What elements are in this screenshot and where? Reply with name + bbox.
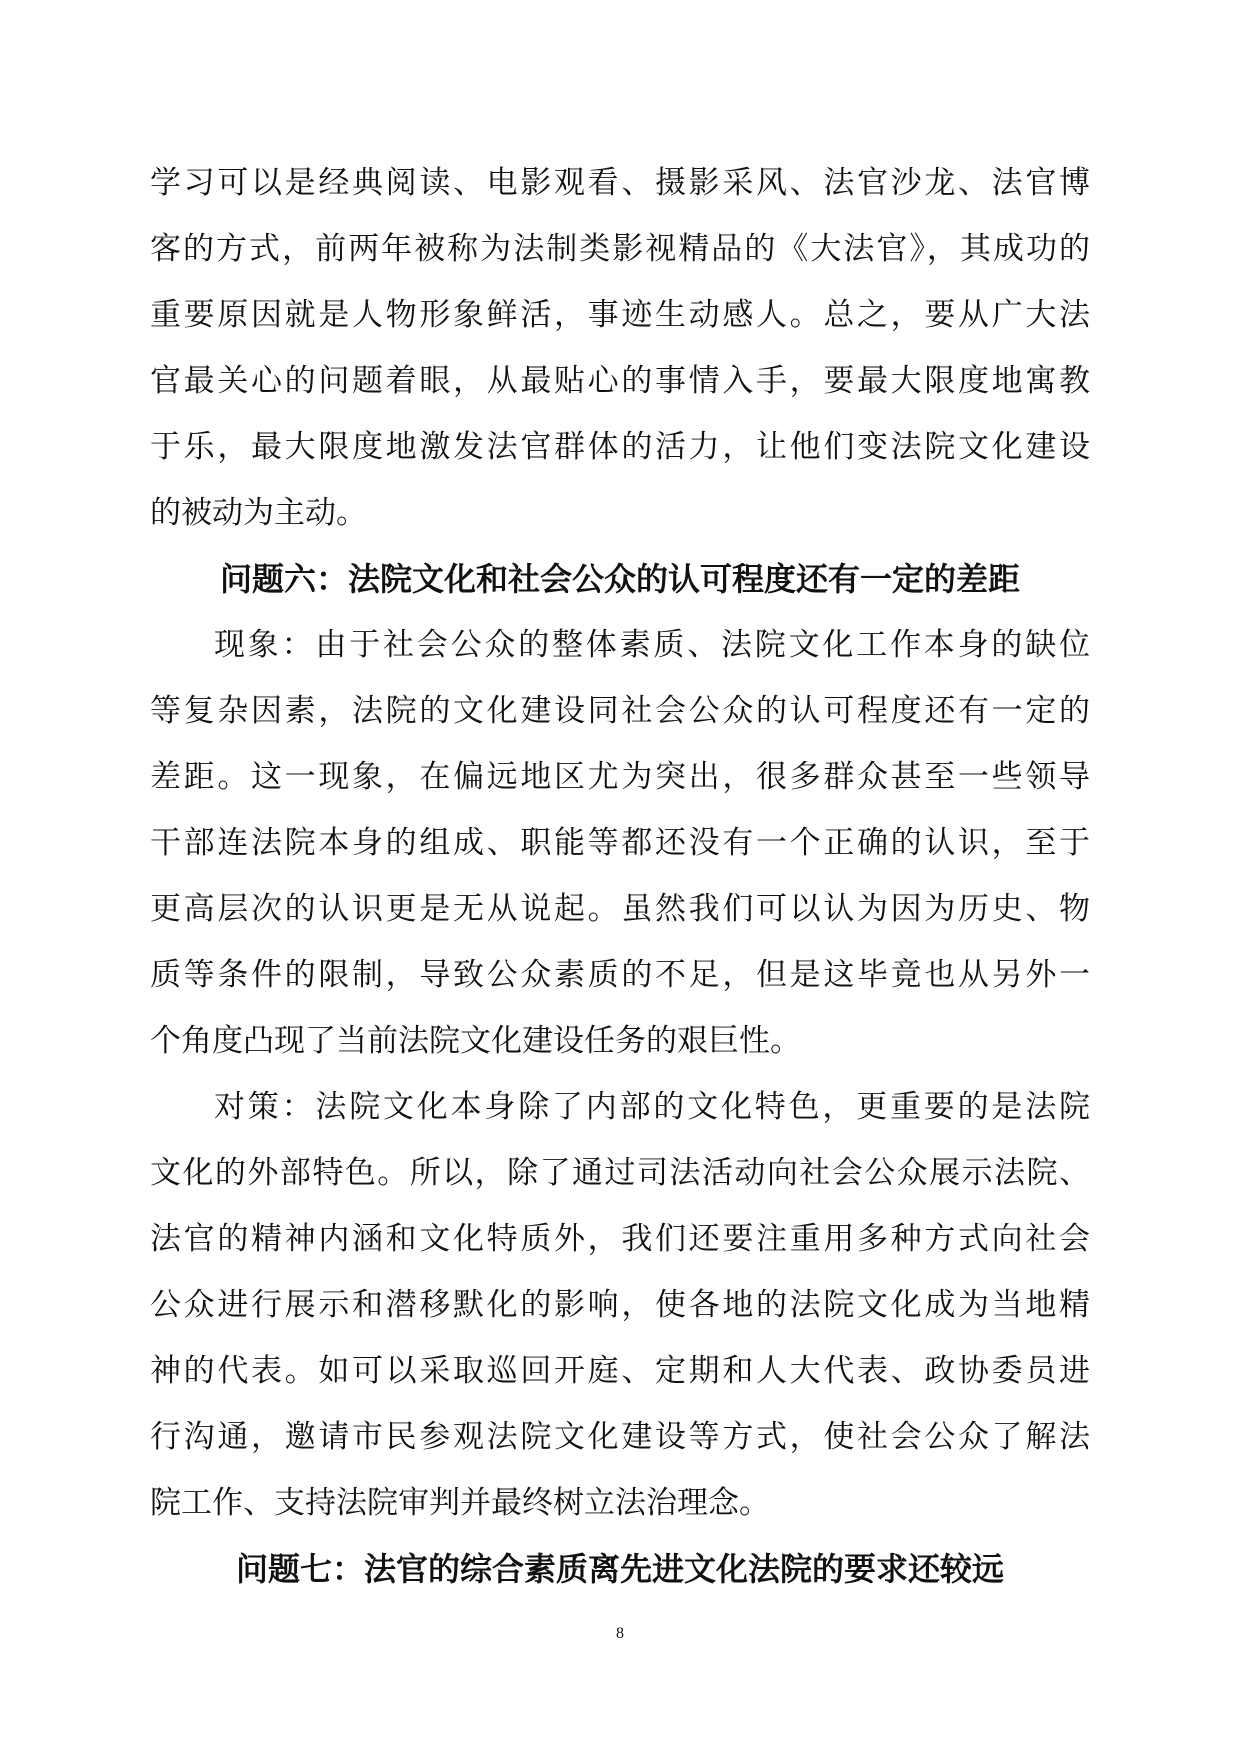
text-line: 重要原因就是人物形象鲜活，事迹生动感人。总之，要从广大法 (150, 297, 1090, 333)
text-line: 的被动为主动。 (150, 495, 367, 531)
page-number: 8 (616, 1625, 624, 1642)
text-line: 于乐，最大限度地激发法官群体的活力，让他们变法院文化建设 (150, 429, 1090, 465)
text-line: 等复杂因素，法院的文化建设同社会公众的认可程度还有一定的 (150, 693, 1090, 729)
text-line: 神的代表。如可以采取巡回开庭、定期和人大代表、政协委员进 (150, 1353, 1090, 1389)
text-line: 个角度凸现了当前法院文化建设任务的艰巨性。 (150, 1023, 801, 1059)
text-line: 差距。这一现象，在偏远地区尤为突出，很多群众甚至一些领导 (150, 759, 1090, 795)
text-line: 官最关心的问题着眼，从最贴心的事情入手，要最大限度地寓教 (150, 363, 1090, 399)
text-line: 对策：法院文化本身除了内部的文化特色，更重要的是法院 (214, 1089, 1090, 1125)
document-body (150, 150, 1090, 1602)
text-line: 学习可以是经典阅读、电影观看、摄影采风、法官沙龙、法官博 (150, 165, 1090, 201)
paragraph-countermeasure (150, 1074, 1090, 1536)
text-line: 院工作、支持法院审判并最终树立法治理念。 (150, 1485, 770, 1521)
paragraph-phenomenon (150, 612, 1090, 1074)
text-line: 文化的外部特色。所以，除了通过司法活动向社会公众展示法院、 (150, 1155, 1090, 1191)
text-line: 公众进行展示和潜移默化的影响，使各地的法院文化成为当地精 (150, 1287, 1090, 1323)
text-line: 行沟通，邀请市民参观法院文化建设等方式，使社会公众了解法 (150, 1419, 1090, 1455)
text-line: 现象：由于社会公众的整体素质、法院文化工作本身的缺位 (214, 627, 1090, 663)
section-heading-problem-7: 问题七：法官的综合素质离先进文化法院的要求还较远 (235, 1550, 1004, 1588)
text-line: 干部连法院本身的组成、职能等都还没有一个正确的认识，至于 (150, 825, 1090, 861)
text-line: 法官的精神内涵和文化特质外，我们还要注重用多种方式向社会 (150, 1221, 1090, 1257)
text-line: 质等条件的限制，导致公众素质的不足，但是这毕竟也从另外一 (150, 957, 1090, 993)
text-line: 更高层次的认识更是无从说起。虽然我们可以认为因为历史、物 (150, 891, 1090, 927)
text-line: 客的方式，前两年被称为法制类影视精品的《大法官》，其成功的 (150, 231, 1090, 267)
paragraph-culture-activities (150, 150, 1090, 546)
section-heading-problem-6: 问题六：法院文化和社会公众的认可程度还有一定的差距 (219, 560, 1020, 598)
